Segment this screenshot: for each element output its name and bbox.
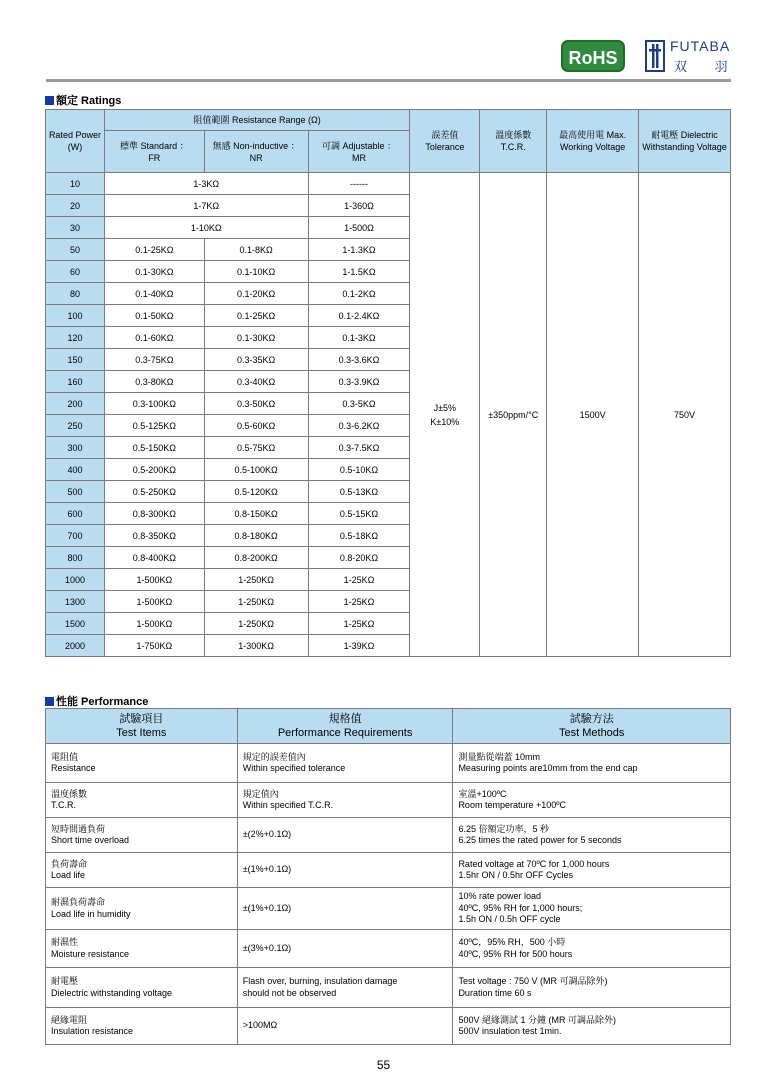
max-working-voltage-value: 1500V bbox=[547, 173, 639, 657]
requirement-cell: ±(3%+0.1Ω) bbox=[237, 930, 453, 968]
resistance-mr-cell: ------ bbox=[308, 173, 410, 195]
table-row bbox=[46, 173, 731, 195]
resistance-nr-cell: 1-250KΩ bbox=[204, 613, 308, 635]
resistance-fr-nr-cell: 1-3KΩ bbox=[104, 173, 308, 195]
resistance-fr-cell: 0.1-40KΩ bbox=[104, 283, 204, 305]
rated-power-cell: 400 bbox=[46, 459, 105, 481]
rated-power-cell: 150 bbox=[46, 349, 105, 371]
rated-power-cell: 800 bbox=[46, 547, 105, 569]
header-divider bbox=[46, 79, 731, 82]
test-method-cell: 室溫+100ºC Room temperature +100ºC bbox=[453, 783, 731, 818]
requirement-cell: ±(1%+0.1Ω) bbox=[237, 853, 453, 888]
resistance-fr-cell: 1-750KΩ bbox=[104, 635, 204, 657]
resistance-nr-cell: 1-300KΩ bbox=[204, 635, 308, 657]
test-method-cell: 40ºC，95% RH，500 小時 40ºC, 95% RH for 500 hours bbox=[453, 930, 731, 968]
rated-power-cell: 20 bbox=[46, 195, 105, 217]
resistance-mr-cell: 1-25KΩ bbox=[308, 591, 410, 613]
rohs-badge: RoHS bbox=[561, 40, 625, 72]
square-bullet-icon bbox=[45, 697, 54, 706]
resistance-fr-cell: 1-500KΩ bbox=[104, 613, 204, 635]
resistance-nr-cell: 0.5-75KΩ bbox=[204, 437, 308, 459]
requirement-cell: ±(1%+0.1Ω) bbox=[237, 888, 453, 930]
col-test-methods: 試驗方法 Test Methods bbox=[453, 709, 731, 744]
table-row bbox=[46, 1008, 731, 1045]
dielectric-voltage-value: 750V bbox=[639, 173, 731, 657]
resistance-fr-nr-cell: 1-7KΩ bbox=[104, 195, 308, 217]
col-performance-requirements: 規格值 Performance Requirements bbox=[237, 709, 453, 744]
resistance-fr-cell: 0.1-50KΩ bbox=[104, 305, 204, 327]
resistance-fr-cell: 0.5-250KΩ bbox=[104, 481, 204, 503]
table-row bbox=[46, 783, 731, 818]
test-item-cell: 絕緣電阻 Insulation resistance bbox=[46, 1008, 238, 1045]
resistance-nr-cell: 0.5-60KΩ bbox=[204, 415, 308, 437]
resistance-mr-cell: 0.3-7.5KΩ bbox=[308, 437, 410, 459]
rated-power-cell: 600 bbox=[46, 503, 105, 525]
resistance-nr-cell: 0.3-50KΩ bbox=[204, 393, 308, 415]
rated-power-cell: 700 bbox=[46, 525, 105, 547]
resistance-fr-cell: 0.5-125KΩ bbox=[104, 415, 204, 437]
resistance-mr-cell: 0.5-15KΩ bbox=[308, 503, 410, 525]
requirement-cell: ±(2%+0.1Ω) bbox=[237, 818, 453, 853]
resistance-fr-cell: 0.8-400KΩ bbox=[104, 547, 204, 569]
rated-power-cell: 100 bbox=[46, 305, 105, 327]
tolerance-value: J±5% K±10% bbox=[410, 173, 480, 657]
resistance-mr-cell: 0.1-2KΩ bbox=[308, 283, 410, 305]
resistance-fr-cell: 0.3-80KΩ bbox=[104, 371, 204, 393]
tcr-value: ±350ppm/°C bbox=[480, 173, 547, 657]
test-item-cell: 耐電壓 Dielectric withstanding voltage bbox=[46, 968, 238, 1008]
resistance-mr-cell: 0.8-20KΩ bbox=[308, 547, 410, 569]
test-method-cell: Test voltage : 750 V (MR 可調品除外) Duration time 60 s bbox=[453, 968, 731, 1008]
page-number: 55 bbox=[376, 1058, 391, 1072]
rated-power-cell: 500 bbox=[46, 481, 105, 503]
requirement-cell: 規定的誤差值內 Within specified tolerance bbox=[237, 744, 453, 783]
table-row bbox=[46, 853, 731, 888]
square-bullet-icon bbox=[45, 96, 54, 105]
resistance-mr-cell: 0.3-5KΩ bbox=[308, 393, 410, 415]
resistance-fr-nr-cell: 1-10KΩ bbox=[104, 217, 308, 239]
col-dielectric-voltage: 耐電壓 Dielectric Withstanding Voltage bbox=[639, 110, 731, 173]
rated-power-cell: 10 bbox=[46, 173, 105, 195]
resistance-mr-cell: 1-25KΩ bbox=[308, 613, 410, 635]
test-item-cell: 溫度係數 T.C.R. bbox=[46, 783, 238, 818]
resistance-mr-cell: 0.3-3.9KΩ bbox=[308, 371, 410, 393]
rated-power-cell: 250 bbox=[46, 415, 105, 437]
resistance-mr-cell: 0.5-13KΩ bbox=[308, 481, 410, 503]
table-row bbox=[46, 968, 731, 1008]
rated-power-cell: 80 bbox=[46, 283, 105, 305]
rated-power-cell: 160 bbox=[46, 371, 105, 393]
rated-power-cell: 1500 bbox=[46, 613, 105, 635]
resistance-fr-cell: 0.3-100KΩ bbox=[104, 393, 204, 415]
rated-power-cell: 1300 bbox=[46, 591, 105, 613]
resistance-fr-cell: 0.5-200KΩ bbox=[104, 459, 204, 481]
resistance-mr-cell: 0.1-2.4KΩ bbox=[308, 305, 410, 327]
col-tolerance: 誤差值 Tolerance bbox=[410, 110, 480, 173]
table-row bbox=[46, 888, 731, 930]
resistance-nr-cell: 0.5-120KΩ bbox=[204, 481, 308, 503]
rated-power-cell: 30 bbox=[46, 217, 105, 239]
test-method-cell: 10% rate power load 40ºC, 95% RH for 1,000 hours; 1.5h ON / 0.5h OFF cycle bbox=[453, 888, 731, 930]
resistance-mr-cell: 0.3-6.2KΩ bbox=[308, 415, 410, 437]
resistance-mr-cell: 1-39KΩ bbox=[308, 635, 410, 657]
resistance-nr-cell: 0.1-30KΩ bbox=[204, 327, 308, 349]
test-item-cell: 耐濕負荷壽命 Load life in humidity bbox=[46, 888, 238, 930]
resistance-nr-cell: 0.1-8KΩ bbox=[204, 239, 308, 261]
table-row bbox=[46, 744, 731, 783]
resistance-nr-cell: 0.8-150KΩ bbox=[204, 503, 308, 525]
table-row bbox=[46, 818, 731, 853]
col-test-items: 試驗項目 Test Items bbox=[46, 709, 238, 744]
col-fr: 標準 Standard ： FR bbox=[104, 131, 204, 173]
resistance-fr-cell: 1-500KΩ bbox=[104, 569, 204, 591]
resistance-fr-cell: 1-500KΩ bbox=[104, 591, 204, 613]
resistance-fr-cell: 0.8-350KΩ bbox=[104, 525, 204, 547]
col-rated-power: Rated Power (W) bbox=[46, 110, 105, 173]
resistance-fr-cell: 0.1-25KΩ bbox=[104, 239, 204, 261]
performance-table bbox=[45, 708, 731, 1045]
resistance-mr-cell: 1-25KΩ bbox=[308, 569, 410, 591]
resistance-nr-cell: 0.5-100KΩ bbox=[204, 459, 308, 481]
rated-power-cell: 1000 bbox=[46, 569, 105, 591]
resistance-fr-cell: 0.1-30KΩ bbox=[104, 261, 204, 283]
rated-power-cell: 60 bbox=[46, 261, 105, 283]
resistance-mr-cell: 0.3-3.6KΩ bbox=[308, 349, 410, 371]
page-header bbox=[0, 0, 767, 85]
resistance-mr-cell: 1-500Ω bbox=[308, 217, 410, 239]
rated-power-cell: 2000 bbox=[46, 635, 105, 657]
resistance-nr-cell: 0.1-10KΩ bbox=[204, 261, 308, 283]
col-resistance-range: 阻值範圍 Resistance Range (Ω) bbox=[104, 110, 409, 131]
test-item-cell: 電阻值 Resistance bbox=[46, 744, 238, 783]
rated-power-cell: 50 bbox=[46, 239, 105, 261]
resistance-mr-cell: 1-360Ω bbox=[308, 195, 410, 217]
resistance-mr-cell: 0.5-10KΩ bbox=[308, 459, 410, 481]
table-row bbox=[46, 930, 731, 968]
resistance-fr-cell: 0.3-75KΩ bbox=[104, 349, 204, 371]
resistance-mr-cell: 1-1.5KΩ bbox=[308, 261, 410, 283]
resistance-fr-cell: 0.5-150KΩ bbox=[104, 437, 204, 459]
resistance-mr-cell: 0.1-3KΩ bbox=[308, 327, 410, 349]
requirement-cell: Flash over, burning, insulation damage should not be observed bbox=[237, 968, 453, 1008]
rated-power-cell: 200 bbox=[46, 393, 105, 415]
test-item-cell: 負荷壽命 Load life bbox=[46, 853, 238, 888]
test-method-cell: 500V 絕緣測試 1 分鐘 (MR 可調品除外) 500V insulation test 1min. bbox=[453, 1008, 731, 1045]
resistance-nr-cell: 0.3-40KΩ bbox=[204, 371, 308, 393]
resistance-mr-cell: 1-1.3KΩ bbox=[308, 239, 410, 261]
brand-name-en: FUTABA bbox=[670, 38, 731, 54]
resistance-nr-cell: 1-250KΩ bbox=[204, 591, 308, 613]
resistance-nr-cell: 0.8-180KΩ bbox=[204, 525, 308, 547]
brand-name-cn: 双 羽 bbox=[674, 59, 740, 74]
resistance-nr-cell: 0.8-200KΩ bbox=[204, 547, 308, 569]
resistance-nr-cell: 0.1-20KΩ bbox=[204, 283, 308, 305]
test-method-cell: 測量點從端蓋 10mm Measuring points are10mm from the end cap bbox=[453, 744, 731, 783]
col-mr: 可調 Adjustable ： MR bbox=[308, 131, 410, 173]
resistance-mr-cell: 0.5-18KΩ bbox=[308, 525, 410, 547]
futaba-logo-icon bbox=[645, 40, 665, 72]
col-tcr: 溫度係數 T.C.R. bbox=[480, 110, 547, 173]
resistance-nr-cell: 1-250KΩ bbox=[204, 569, 308, 591]
performance-section-title: 性能 Performance bbox=[45, 693, 148, 709]
requirement-cell: 規定值內 Within specified T.C.R. bbox=[237, 783, 453, 818]
col-nr: 無感 Non-inductive ： NR bbox=[204, 131, 308, 173]
test-item-cell: 短時間過負荷 Short time overload bbox=[46, 818, 238, 853]
test-method-cell: Rated voltage at 70ºC for 1,000 hours 1.5hr ON / 0.5hr OFF Cycles bbox=[453, 853, 731, 888]
requirement-cell: >100MΩ bbox=[237, 1008, 453, 1045]
ratings-section-title: 額定 Ratings bbox=[45, 92, 121, 108]
test-item-cell: 耐濕性 Moisture resistance bbox=[46, 930, 238, 968]
col-max-working-voltage: 最高使用電 Max. Working Voltage bbox=[547, 110, 639, 173]
rated-power-cell: 120 bbox=[46, 327, 105, 349]
ratings-table bbox=[45, 109, 731, 657]
resistance-nr-cell: 0.1-25KΩ bbox=[204, 305, 308, 327]
resistance-fr-cell: 0.1-60KΩ bbox=[104, 327, 204, 349]
test-method-cell: 6.25 倍額定功率，5 秒 6.25 times the rated power for 5 seconds bbox=[453, 818, 731, 853]
resistance-fr-cell: 0.8-300KΩ bbox=[104, 503, 204, 525]
rated-power-cell: 300 bbox=[46, 437, 105, 459]
resistance-nr-cell: 0.3-35KΩ bbox=[204, 349, 308, 371]
